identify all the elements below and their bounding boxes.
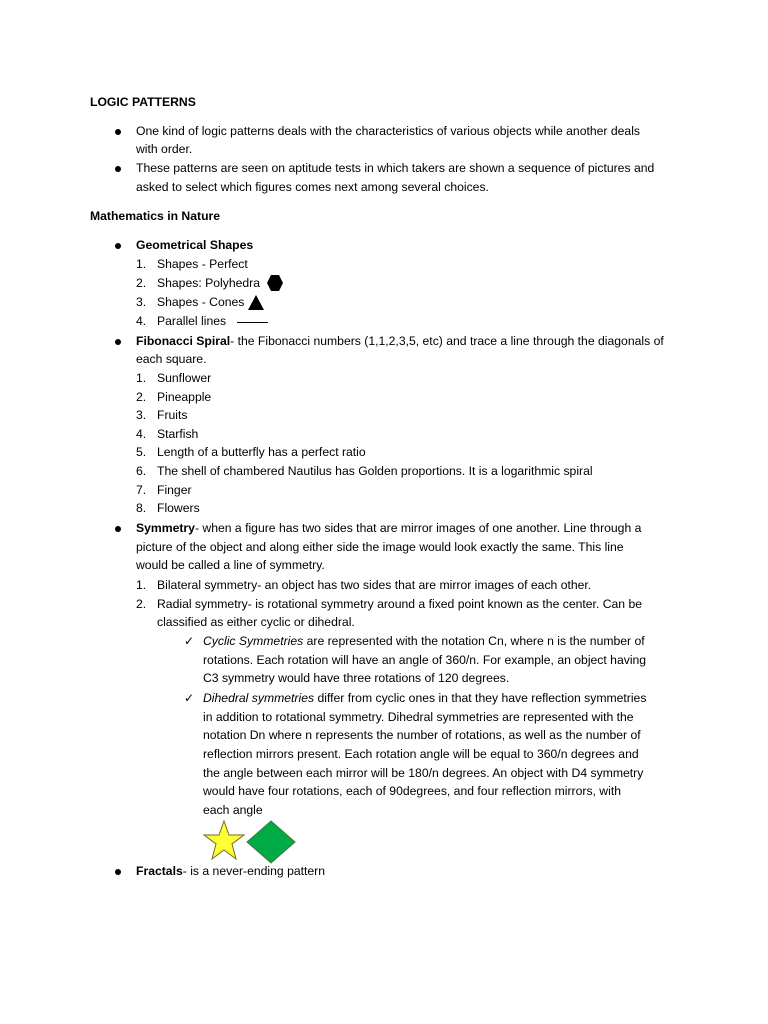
list-number: 1. — [136, 371, 147, 385]
checkmark-icon: ✓ — [184, 691, 195, 705]
frac-line — [136, 862, 325, 881]
fib-item-7: Finger — [157, 483, 192, 497]
intro-bullet-1-line1: One kind of logic patterns deals with the characteristics of various objects while another deals — [136, 124, 641, 138]
checkmark-icon: ✓ — [184, 634, 195, 648]
sym-text: - when a figure has two sides that are mirror images of one another. Line through a — [194, 521, 642, 535]
frac-label: Fractals — [136, 864, 183, 878]
geo-item-3: Shapes - Cones — [157, 295, 245, 309]
dihedral-line5: the angle between each mirror will be 180/n degrees. An object with D4 symmetry — [203, 766, 644, 780]
dihedral-line3: notation Dn where n represents the number of rotations, as well as the number of — [203, 728, 641, 742]
bullet-icon — [115, 339, 121, 345]
dihedral-line7: each angle — [203, 803, 263, 817]
dihedral-term: Dihedral symmetries — [203, 691, 315, 705]
fib-line1 — [136, 332, 664, 351]
list-number: 4. — [136, 427, 147, 441]
list-number: 7. — [136, 483, 147, 497]
list-number: 2. — [136, 597, 147, 611]
section-title: Mathematics in Nature — [90, 209, 221, 223]
list-number: 6. — [136, 464, 147, 478]
geo-item-1: Shapes - Perfect — [157, 257, 248, 271]
triangle-icon — [247, 295, 265, 311]
list-number: 8. — [136, 501, 147, 515]
fib-label: Fibonacci Spiral — [136, 334, 231, 348]
sym-line3: would be called a line of symmetry. — [136, 558, 325, 572]
bullet-icon — [115, 869, 121, 875]
fib-item-5: Length of a butterfly has a perfect ratio — [157, 445, 366, 459]
cyclic-term: Cyclic Symmetries — [203, 634, 304, 648]
list-number: 3. — [136, 408, 147, 422]
geo-label: Geometrical Shapes — [136, 238, 254, 252]
intro-bullet-2-line1: These patterns are seen on aptitude tests in which takers are shown a sequence of pictures and — [136, 161, 655, 175]
bullet-icon — [115, 243, 121, 249]
list-number: 2. — [136, 276, 147, 290]
hexagon-icon — [266, 274, 284, 292]
page-title: LOGIC PATTERNS — [90, 95, 196, 109]
fib-item-2: Pineapple — [157, 390, 212, 404]
list-number: 5. — [136, 445, 147, 459]
dihedral-line4: reflection mirrors present. Each rotation angle will be equal to 360/n degrees and — [203, 747, 639, 761]
list-number: 1. — [136, 578, 147, 592]
sym-item-1: Bilateral symmetry- an object has two sides that are mirror images of each other. — [157, 578, 592, 592]
star-icon — [203, 819, 245, 863]
fib-item-6: The shell of chambered Nautilus has Golden proportions. It is a logarithmic spiral — [157, 464, 593, 478]
fib-item-4: Starfish — [157, 427, 199, 441]
diamond-icon — [245, 819, 297, 865]
frac-text: - is a never-ending pattern — [182, 864, 326, 878]
sym-item-2-line2: classified as either cyclic or dihedral. — [157, 615, 355, 629]
dihedral-line6: would have four rotations, each of 90degrees, and four reflection mirrors, with — [203, 784, 621, 798]
cyclic-line2: rotations. Each rotation will have an angle of 360/n. For example, an object having — [203, 653, 647, 667]
geo-item-2: Shapes: Polyhedra — [157, 276, 260, 290]
fib-item-1: Sunflower — [157, 371, 212, 385]
cyclic-line1 — [203, 632, 645, 651]
dihedral-line1 — [203, 689, 646, 708]
list-number: 2. — [136, 390, 147, 404]
fib-text: - the Fibonacci numbers (1,1,2,3,5, etc) and trace a line through the diagonals of — [230, 334, 664, 348]
sym-label: Symmetry — [136, 521, 195, 535]
dihedral-line2: in addition to rotational symmetry. Dihedral symmetries are represented with the — [203, 710, 634, 724]
parallel-line-icon — [237, 322, 268, 323]
list-number: 4. — [136, 314, 147, 328]
intro-bullet-2-line2: asked to select which figures comes next among several choices. — [136, 180, 489, 194]
bullet-icon — [115, 166, 121, 172]
list-number: 3. — [136, 295, 147, 309]
bullet-icon — [115, 129, 121, 135]
dihedral-text: differ from cyclic ones in that they have reflection symmetries — [314, 691, 647, 705]
cyclic-line3: C3 symmetry would have three rotations of 120 degrees. — [203, 671, 510, 685]
fib-item-3: Fruits — [157, 408, 188, 422]
bullet-icon — [115, 526, 121, 532]
sym-item-2-line1: Radial symmetry- is rotational symmetry around a fixed point known as the center. Can be — [157, 597, 643, 611]
fib-item-8: Flowers — [157, 501, 200, 515]
list-number: 1. — [136, 257, 147, 271]
sym-line2: picture of the object and along either side the image would look exactly the same. This line — [136, 540, 624, 554]
intro-bullet-1-line2: with order. — [136, 142, 193, 156]
fib-line2: each square. — [136, 352, 207, 366]
cyclic-text: are represented with the notation Cn, where n is the number of — [303, 634, 645, 648]
sym-line1 — [136, 519, 641, 538]
geo-item-4: Parallel lines — [157, 314, 227, 328]
